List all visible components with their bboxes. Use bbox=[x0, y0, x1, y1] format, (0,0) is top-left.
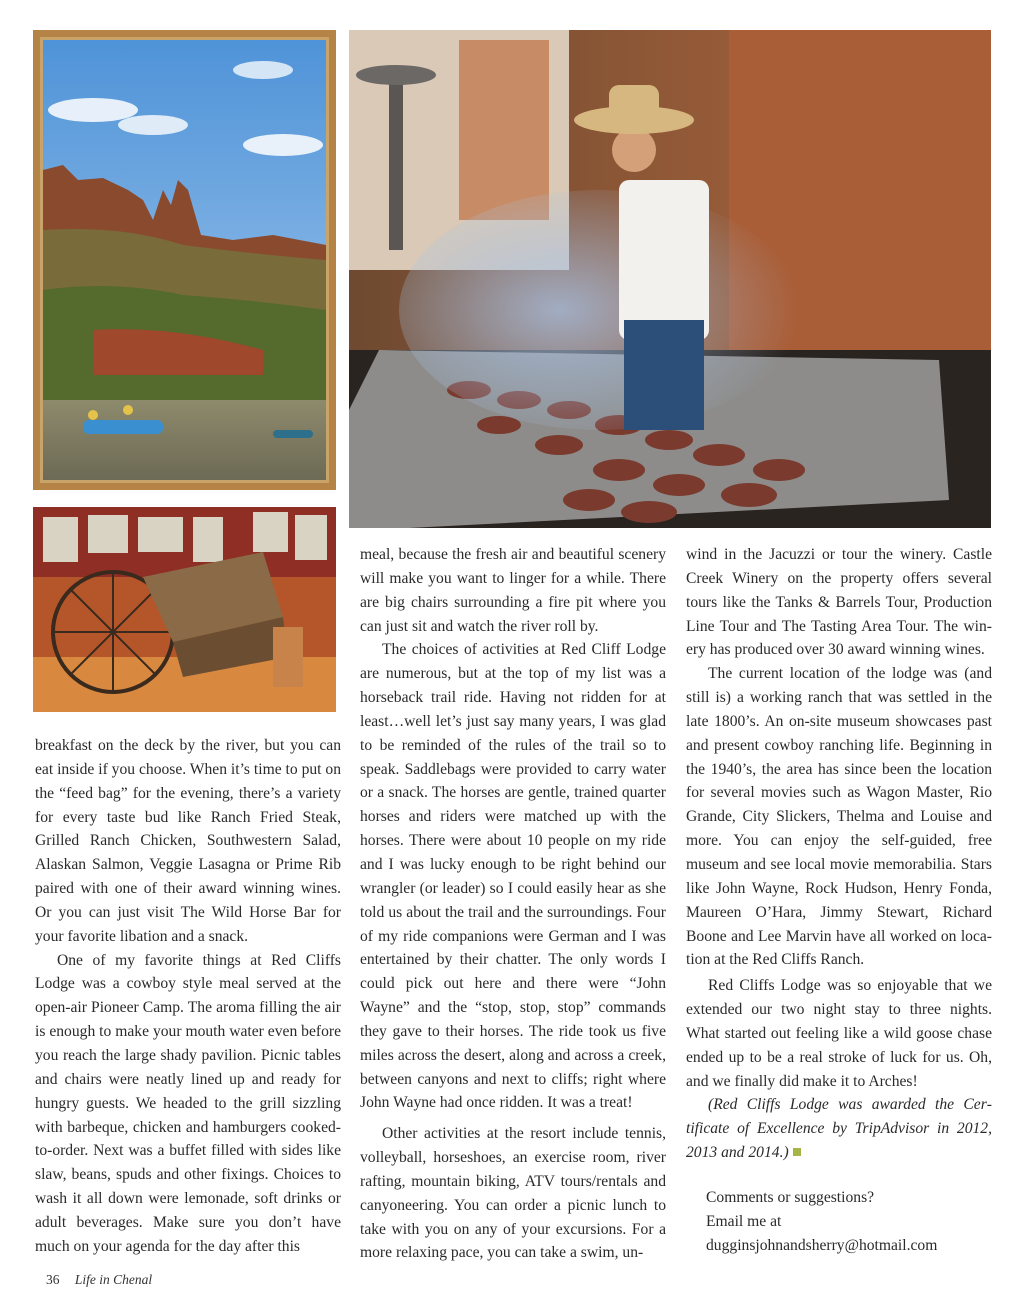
river-canyon-photo bbox=[33, 30, 336, 490]
magazine-name: Life in Chenal bbox=[74, 1272, 153, 1287]
contact-prompt: Comments or suggestions? bbox=[706, 1189, 875, 1206]
page-number: 36 bbox=[46, 1272, 60, 1287]
cowboy-grill-photo bbox=[349, 30, 991, 528]
paragraph: Red Cliffs Lodge was so enjoyable that we extended our two night stay to three nights. What started out feeling like a wild goose chase ended up to be a real stroke of luck for us. Oh, and we finally did make it to Arches! bbox=[686, 977, 992, 1090]
end-of-article-square-icon bbox=[793, 1148, 801, 1156]
article-column-1 bbox=[35, 734, 341, 1259]
contact-block bbox=[706, 1186, 1006, 1258]
award-note-text: (Red Cliffs Lodge was awarded the Certificate of Excellence by TripAdvisor in 2012, 2013 and 2014.) bbox=[686, 1096, 992, 1162]
paragraph: One of my favorite things at Red Cliffs Lodge was a cowboy style meal served at the open-air Pioneer Camp. The aroma filling the air is enough to make your mouth water even before you reach the large shady pavilion. Picnic tables and chairs were neatly lined up and ready for hungry guests. We headed to the grill sizzling with barbeque, chicken and hamburgers cooked-to-order. Next was a buffet filled with sides like slaw, beans, spuds and other fixings. Choices to wash it all down were lemonade, soft drinks or adult beverages. Make sure you don’t have much on your agenda for the day after this bbox=[35, 951, 341, 1255]
museum-wagon-photo bbox=[33, 507, 336, 712]
contact-email-label: Email me at bbox=[706, 1212, 782, 1230]
article-column-2 bbox=[360, 543, 666, 1265]
paragraph: breakfast on the deck by the river, but you can eat inside if you choose. When it’s time to put on the “feed bag” for the evening, there’s a variety for every taste bud like Ranch Fried Steak, Grilled Ranch Chicken, Southwestern Salad, Alaskan Salmon, Veggie Lasagna or Prime Rib paired with one of their award winning wines. Or you can just visit The Wild Horse Bar for your favorite libation and a snack. bbox=[35, 737, 341, 945]
article-column-3 bbox=[686, 543, 992, 1165]
paragraph: meal, because the fresh air and beautiful scenery will make you want to linger for a while. There are big chairs surrounding a fire pit where you can just sit and watch the river roll by. bbox=[360, 546, 666, 635]
paragraph: The current location of the lodge was (and still is) a working ranch that was settled in the late 1800’s. An on-site museum showcases past and present cowboy ranching life. Beginning in the 1940’s, the area has since been the location for several movies such as Wagon Master, Rio Grande, City Slickers, Thelma and Louise and more. You can enjoy the self-guided, free museum and see local movie memorabilia. Stars like John Wayne, Rock Hudson, Henry Fonda, Maureen O’Hara, Jimmy Stewart, Richard Boone and Lee Marvin have all worked on location at the Red Cliffs Ranch. bbox=[686, 665, 992, 969]
contact-email: dugginsjohnandsherry@hotmail.com bbox=[706, 1236, 938, 1254]
paragraph: The choices of activities at Red Cliff Lodge are numerous, but at the top of my list was a horseback trail ride. Having not ridden for at least…well let’s just say many years, I was glad to be reminded of the rules of the trail so to speak. Saddlebags were provided to carry water or a snack. The horses are gentle, trained quarter horses and riders were matched up with the horses. There were about 10 people on my ride and I was lucky enough to be right behind our wrangler (or leader) so I could easily hear as she told us about the trail and the surroundings. Four of my ride companions were German and I was entertained by their chatter. The only words I could pick out here and there were “John Wayne” and the “stop, stop, stop” commands they gave to their horses. The ride took us five miles across the desert, along and across a creek, between canyons and next to cliffs; right where John Wayne had once ridden. It was a treat! bbox=[360, 641, 666, 1112]
paragraph: wind in the Jacuzzi or tour the winery. Castle Creek Winery on the property offers several tours like the Tanks & Barrels Tour, Production Line Tour and The Tasting Area Tour. The winery has produced over 30 award winning wines. bbox=[686, 546, 992, 659]
page-footer bbox=[46, 1272, 152, 1288]
award-note bbox=[686, 1093, 992, 1165]
paragraph: Other activities at the resort include tennis, volleyball, horseshoes, an exercise room, river rafting, mountain biking, ATV tours/rentals and canyoneering. You can order a picnic lunch to take with you on any of your excursions. For a more relaxing pace, you can take a swim, un- bbox=[360, 1125, 666, 1262]
